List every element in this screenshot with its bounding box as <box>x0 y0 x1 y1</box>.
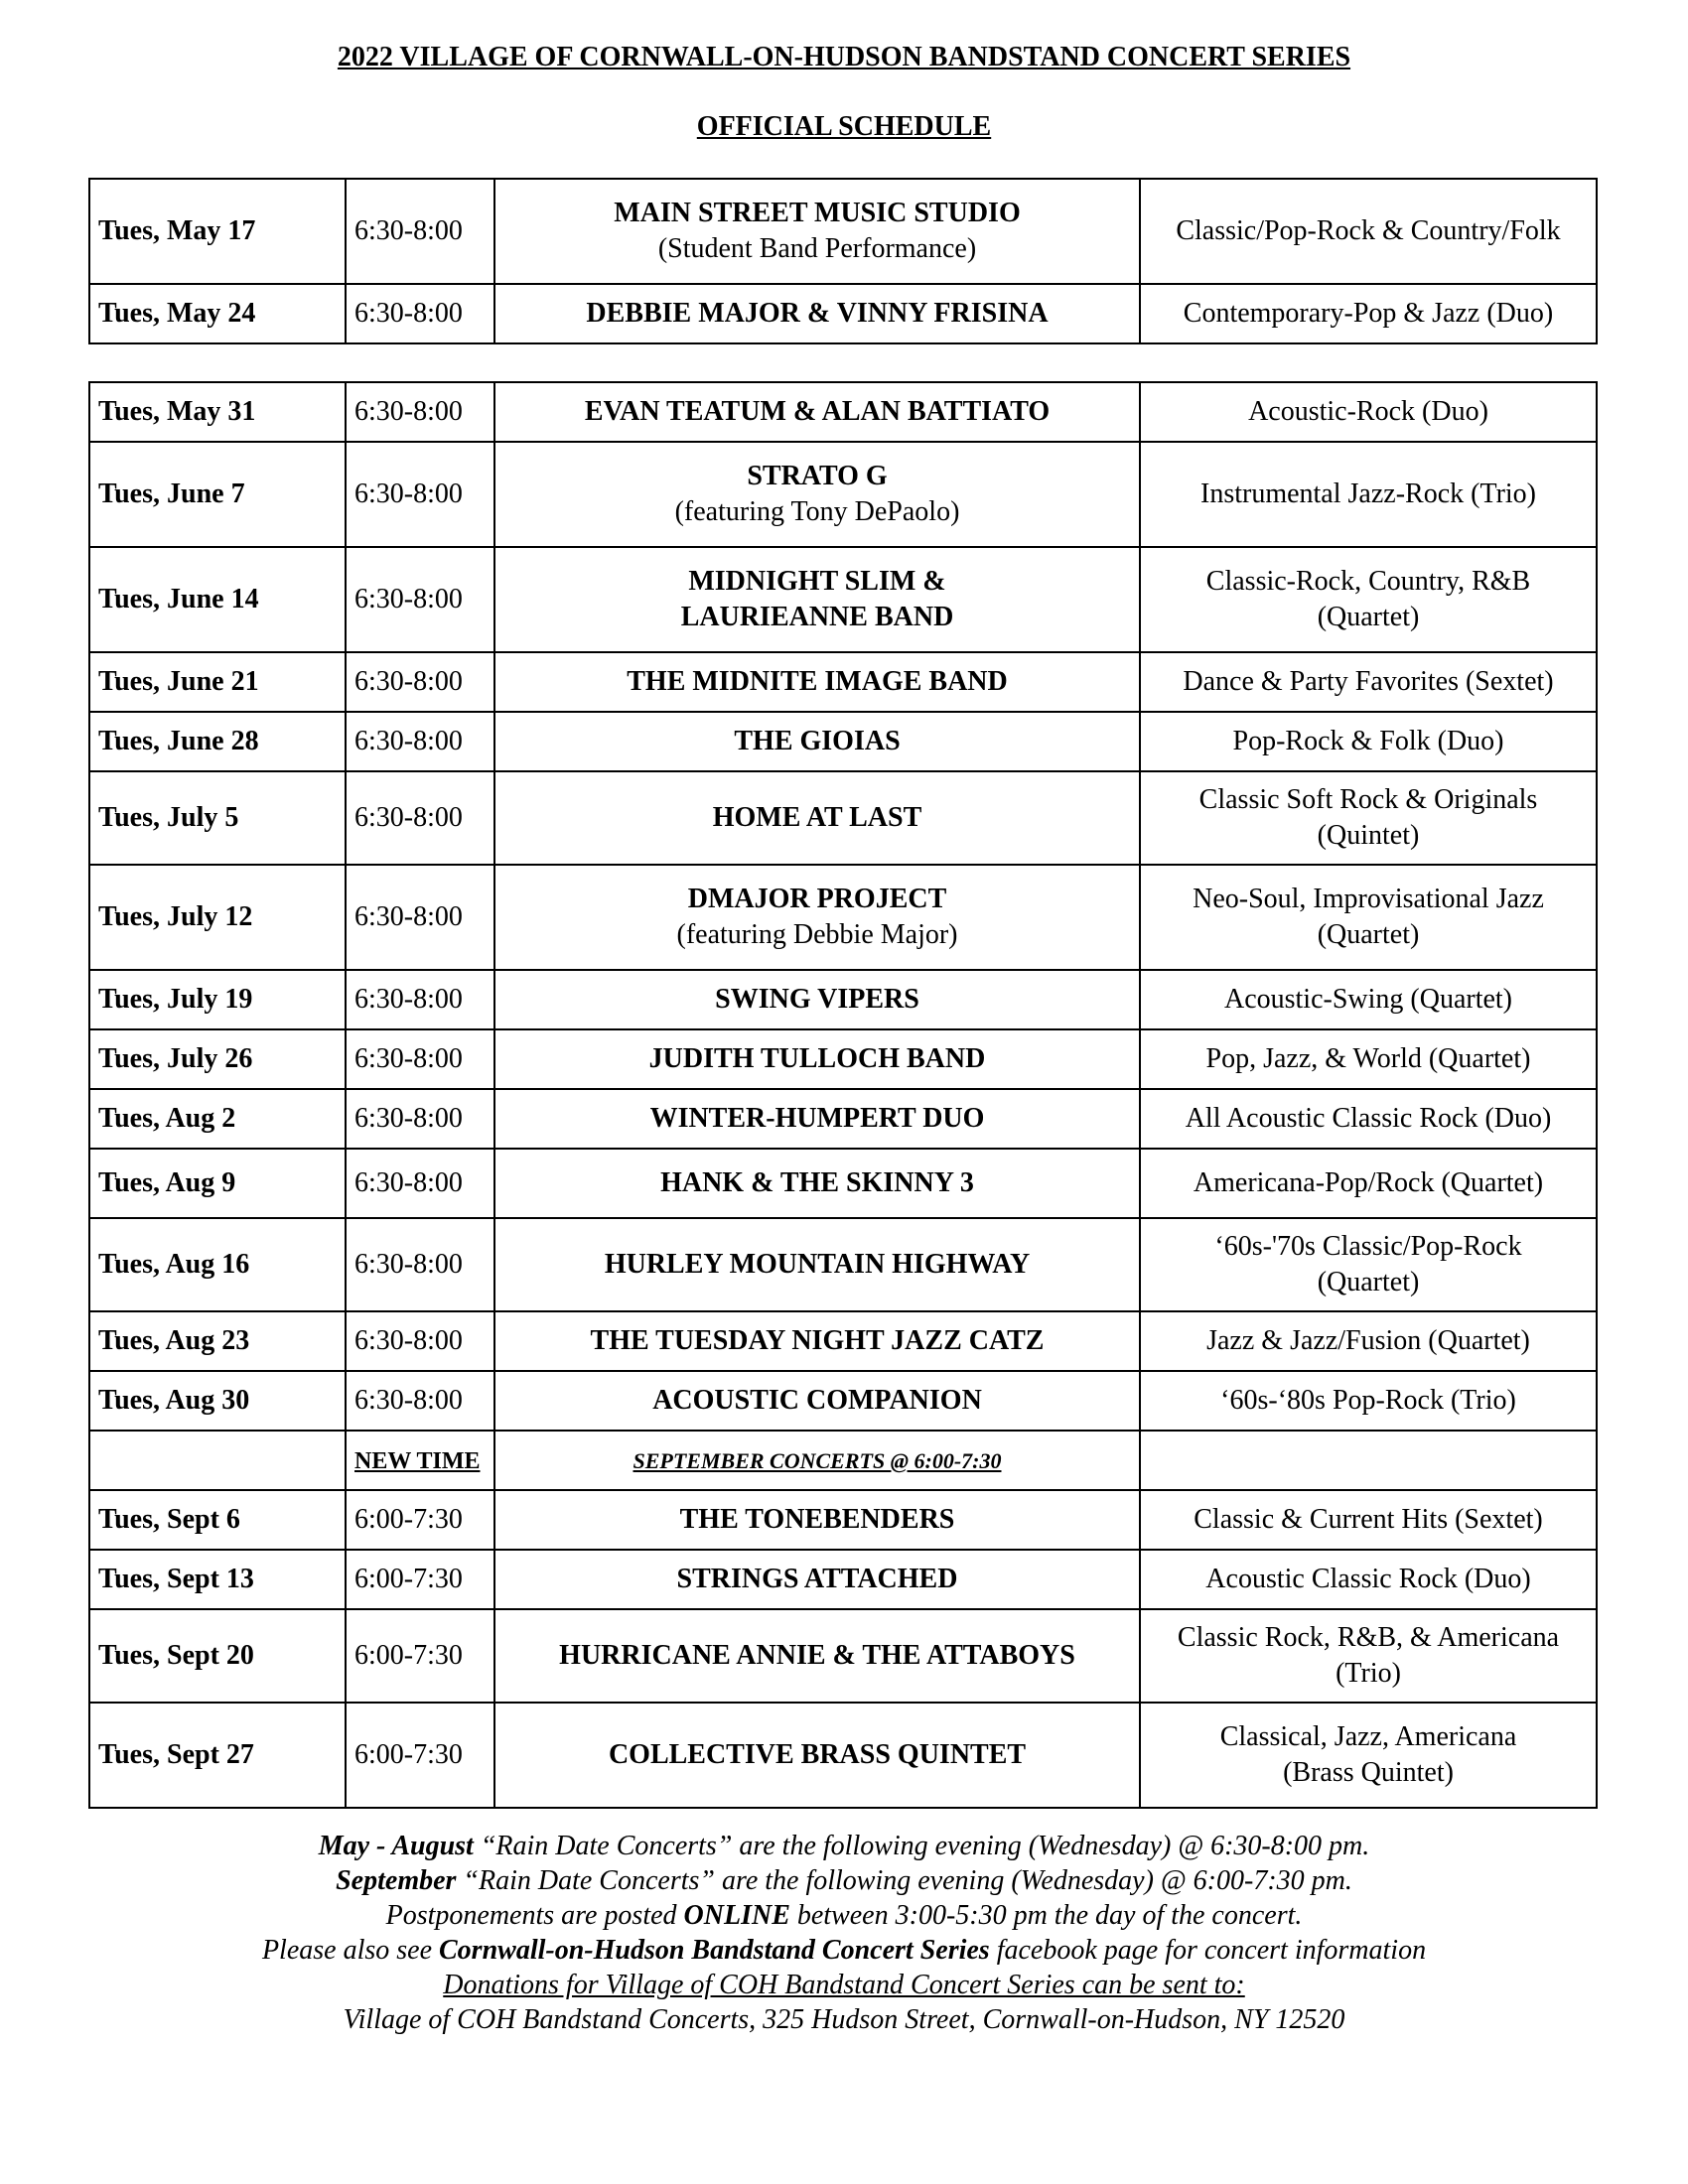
concert-time: 6:30-8:00 <box>346 442 494 547</box>
table-row <box>89 547 1597 652</box>
footer-text: Please also see <box>261 1935 439 1966</box>
footer-bold-series: Cornwall-on-Hudson Bandstand Concert Series <box>439 1935 990 1966</box>
performer-cell <box>494 865 1140 970</box>
performer-cell <box>494 547 1140 652</box>
genre-cell <box>1140 1149 1597 1218</box>
performer-name: JUDITH TULLOCH BAND <box>648 1042 986 1074</box>
performer-cell <box>494 1490 1140 1550</box>
performer-name: HOME AT LAST <box>712 801 922 833</box>
concert-date: Tues, Aug 9 <box>89 1149 346 1218</box>
genre-text: Classical, Jazz, Americana <box>1219 1720 1517 1752</box>
footer-line-2 <box>0 1863 1688 1898</box>
concert-date: Tues, June 21 <box>89 652 346 712</box>
genre-cell <box>1140 1371 1597 1431</box>
concert-time: 6:30-8:00 <box>346 1149 494 1218</box>
table-row <box>89 865 1597 970</box>
genre-cell <box>1140 1550 1597 1609</box>
genre-cell <box>1140 1311 1597 1371</box>
genre-cell <box>1140 179 1597 284</box>
notice-row <box>89 1431 1597 1490</box>
footer-notes <box>0 1829 1688 2037</box>
genre-cell <box>1140 1609 1597 1703</box>
concert-time: 6:00-7:30 <box>346 1609 494 1703</box>
concert-date: Tues, Aug 23 <box>89 1311 346 1371</box>
table-row <box>89 1218 1597 1311</box>
table-row <box>89 771 1597 865</box>
genre-text: Instrumental Jazz-Rock (Trio) <box>1200 478 1536 509</box>
table-row <box>89 1029 1597 1089</box>
concert-date: Tues, June 14 <box>89 547 346 652</box>
ensemble-size: (Quartet) <box>1317 919 1420 950</box>
schedule-table-2 <box>88 381 1598 1809</box>
performer-name: STRINGS ATTACHED <box>676 1563 958 1594</box>
concert-date: Tues, July 5 <box>89 771 346 865</box>
genre-cell <box>1140 284 1597 343</box>
genre-text: Neo-Soul, Improvisational Jazz <box>1193 883 1544 914</box>
performer-name: THE GIOIAS <box>734 725 901 756</box>
concert-date: Tues, Sept 20 <box>89 1609 346 1703</box>
footer-text: “Rain Date Concerts” are the following evening (Wednesday) @ 6:30-8:00 pm. <box>473 1831 1370 1861</box>
genre-cell <box>1140 652 1597 712</box>
table-row <box>89 382 1597 442</box>
concert-date: Tues, May 17 <box>89 179 346 284</box>
performer-subtitle: LAURIEANNE BAND <box>680 602 954 632</box>
concert-date: Tues, Aug 16 <box>89 1218 346 1311</box>
concert-time: 6:30-8:00 <box>346 1218 494 1311</box>
performer-cell <box>494 1609 1140 1703</box>
performer-cell <box>494 179 1140 284</box>
concert-date: Tues, Sept 27 <box>89 1703 346 1808</box>
genre-cell <box>1140 1431 1597 1490</box>
genre-text: All Acoustic Classic Rock (Duo) <box>1185 1102 1552 1134</box>
performer-cell <box>494 1371 1140 1431</box>
footer-text: Postponements are posted <box>385 1900 684 1931</box>
concert-time: 6:30-8:00 <box>346 865 494 970</box>
ensemble-size: (Trio) <box>1336 1658 1401 1689</box>
performer-name: HURLEY MOUNTAIN HIGHWAY <box>604 1248 1031 1280</box>
concert-date: Tues, Sept 6 <box>89 1490 346 1550</box>
genre-cell <box>1140 382 1597 442</box>
concert-date: Tues, June 28 <box>89 712 346 771</box>
performer-name: EVAN TEATUM & ALAN BATTIATO <box>584 395 1051 427</box>
performer-cell <box>494 382 1140 442</box>
performer-name: THE TUESDAY NIGHT JAZZ CATZ <box>590 1324 1045 1356</box>
genre-cell <box>1140 442 1597 547</box>
genre-text: Classic Soft Rock & Originals <box>1198 783 1538 815</box>
performer-name: HURRICANE ANNIE & THE ATTABOYS <box>559 1639 1075 1671</box>
concert-date: Tues, Sept 13 <box>89 1550 346 1609</box>
genre-text: Classic-Rock, Country, R&B <box>1205 565 1531 597</box>
performer-name: MIDNIGHT SLIM & <box>688 565 946 597</box>
performer-name: SWING VIPERS <box>715 983 919 1015</box>
performer-cell <box>494 652 1140 712</box>
genre-cell <box>1140 771 1597 865</box>
concert-date <box>89 1431 346 1490</box>
concert-time: 6:30-8:00 <box>346 652 494 712</box>
concert-time: 6:30-8:00 <box>346 1029 494 1089</box>
performer-name: DEBBIE MAJOR & VINNY FRISINA <box>586 297 1049 329</box>
performer-cell <box>494 1550 1140 1609</box>
concert-time: 6:30-8:00 <box>346 1371 494 1431</box>
performer-cell <box>494 1703 1140 1808</box>
concert-time: 6:30-8:00 <box>346 284 494 343</box>
table-row <box>89 712 1597 771</box>
genre-cell <box>1140 712 1597 771</box>
genre-cell <box>1140 1490 1597 1550</box>
footer-text: “Rain Date Concerts” are the following evening (Wednesday) @ 6:00-7:30 pm. <box>456 1865 1352 1896</box>
genre-text: Americana-Pop/Rock (Quartet) <box>1193 1166 1544 1198</box>
genre-text: Acoustic Classic Rock (Duo) <box>1205 1563 1531 1594</box>
performer-name: COLLECTIVE BRASS QUINTET <box>608 1738 1027 1770</box>
table-row <box>89 1703 1597 1808</box>
table-row <box>89 970 1597 1029</box>
performer-cell <box>494 1218 1140 1311</box>
concert-date: Tues, May 24 <box>89 284 346 343</box>
genre-cell <box>1140 1089 1597 1149</box>
performer-name: MAIN STREET MUSIC STUDIO <box>614 197 1021 228</box>
genre-text: Jazz & Jazz/Fusion (Quartet) <box>1206 1324 1530 1356</box>
table-row <box>89 1371 1597 1431</box>
ensemble-size: (Quartet) <box>1317 1267 1420 1297</box>
performer-cell <box>494 1089 1140 1149</box>
genre-text: ‘60s-'70s Classic/Pop-Rock <box>1214 1230 1522 1262</box>
performer-name: STRATO G <box>747 460 888 491</box>
concert-time: 6:30-8:00 <box>346 1311 494 1371</box>
performer-subtitle: (featuring Tony DePaolo) <box>674 496 960 527</box>
performer-cell <box>494 1149 1140 1218</box>
september-notice: SEPTEMBER CONCERTS @ 6:00-7:30 <box>633 1447 1002 1473</box>
concert-date: Tues, Aug 2 <box>89 1089 346 1149</box>
concert-date: Tues, Aug 30 <box>89 1371 346 1431</box>
genre-cell <box>1140 547 1597 652</box>
concert-date: Tues, July 26 <box>89 1029 346 1089</box>
performer-name: THE TONEBENDERS <box>679 1503 955 1535</box>
page-title: 2022 VILLAGE OF CORNWALL-ON-HUDSON BANDSTAND CONCERT SERIES <box>337 42 1351 72</box>
table-row <box>89 652 1597 712</box>
footer-donations: Donations for Village of COH Bandstand Concert Series can be sent to: <box>443 1970 1245 2000</box>
performer-cell <box>494 1431 1140 1490</box>
footer-line-4 <box>0 1933 1688 1968</box>
performer-name: WINTER-HUMPERT DUO <box>649 1102 985 1134</box>
footer-bold-month: September <box>336 1865 457 1896</box>
performer-name: THE MIDNITE IMAGE BAND <box>627 665 1008 697</box>
concert-time: 6:00-7:30 <box>346 1490 494 1550</box>
footer-address: Village of COH Bandstand Concerts, 325 Hudson Street, Cornwall-on-Hudson, NY 12520 <box>343 2004 1345 2035</box>
concert-time: 6:30-8:00 <box>346 547 494 652</box>
ensemble-size: (Brass Quintet) <box>1283 1757 1454 1788</box>
concert-time: 6:30-8:00 <box>346 382 494 442</box>
genre-cell <box>1140 1703 1597 1808</box>
concert-time: 6:30-8:00 <box>346 771 494 865</box>
footer-bold-months: May - August <box>318 1831 474 1861</box>
performer-subtitle: (featuring Debbie Major) <box>676 919 958 950</box>
concert-date: Tues, July 12 <box>89 865 346 970</box>
genre-text: Acoustic-Rock (Duo) <box>1248 395 1488 427</box>
new-time-label: NEW TIME <box>354 1447 481 1474</box>
performer-cell <box>494 1311 1140 1371</box>
table-row <box>89 1089 1597 1149</box>
table-row <box>89 284 1597 343</box>
table-row <box>89 1609 1597 1703</box>
performer-cell <box>494 442 1140 547</box>
footer-line-1 <box>0 1829 1688 1863</box>
performer-cell <box>494 771 1140 865</box>
ensemble-size: (Quintet) <box>1317 820 1420 851</box>
genre-cell <box>1140 865 1597 970</box>
footer-text: between 3:00-5:30 pm the day of the concert. <box>789 1900 1303 1931</box>
genre-text: ‘60s-‘80s Pop-Rock (Trio) <box>1220 1384 1516 1416</box>
concert-date: Tues, May 31 <box>89 382 346 442</box>
concert-time: 6:30-8:00 <box>346 970 494 1029</box>
concert-date: Tues, July 19 <box>89 970 346 1029</box>
footer-text: facebook page for concert information <box>989 1935 1427 1966</box>
genre-cell <box>1140 1029 1597 1089</box>
concert-time: 6:30-8:00 <box>346 179 494 284</box>
genre-text: Dance & Party Favorites (Sextet) <box>1183 665 1554 697</box>
concert-time: 6:30-8:00 <box>346 712 494 771</box>
genre-text: Classic/Pop-Rock & Country/Folk <box>1176 214 1561 246</box>
performer-cell <box>494 284 1140 343</box>
concert-time: 6:00-7:30 <box>346 1703 494 1808</box>
performer-subtitle: (Student Band Performance) <box>657 233 977 264</box>
performer-name: HANK & THE SKINNY 3 <box>660 1166 974 1198</box>
table-row <box>89 442 1597 547</box>
table-row <box>89 179 1597 284</box>
genre-text: Classic Rock, R&B, & Americana <box>1177 1621 1560 1653</box>
performer-name: ACOUSTIC COMPANION <box>652 1384 982 1416</box>
genre-text: Pop-Rock & Folk (Duo) <box>1232 725 1504 756</box>
table-row <box>89 1311 1597 1371</box>
table-row <box>89 1550 1597 1609</box>
genre-cell <box>1140 970 1597 1029</box>
table-row <box>89 1490 1597 1550</box>
table-row <box>89 1149 1597 1218</box>
footer-bold-online: ONLINE <box>683 1900 790 1931</box>
genre-text: Acoustic-Swing (Quartet) <box>1223 983 1513 1015</box>
performer-cell <box>494 970 1140 1029</box>
concert-time: 6:30-8:00 <box>346 1089 494 1149</box>
ensemble-size: (Quartet) <box>1317 602 1420 632</box>
page-subtitle: OFFICIAL SCHEDULE <box>696 111 992 142</box>
concert-time: 6:00-7:30 <box>346 1550 494 1609</box>
performer-cell <box>494 712 1140 771</box>
concert-time <box>346 1431 494 1490</box>
schedule-table-1 <box>88 178 1598 344</box>
genre-text: Contemporary-Pop & Jazz (Duo) <box>1183 297 1554 329</box>
concert-date: Tues, June 7 <box>89 442 346 547</box>
genre-cell <box>1140 1218 1597 1311</box>
performer-name: DMAJOR PROJECT <box>687 883 947 914</box>
genre-text: Pop, Jazz, & World (Quartet) <box>1205 1042 1531 1074</box>
footer-line-3 <box>0 1898 1688 1933</box>
performer-cell <box>494 1029 1140 1089</box>
genre-text: Classic & Current Hits (Sextet) <box>1194 1503 1543 1535</box>
